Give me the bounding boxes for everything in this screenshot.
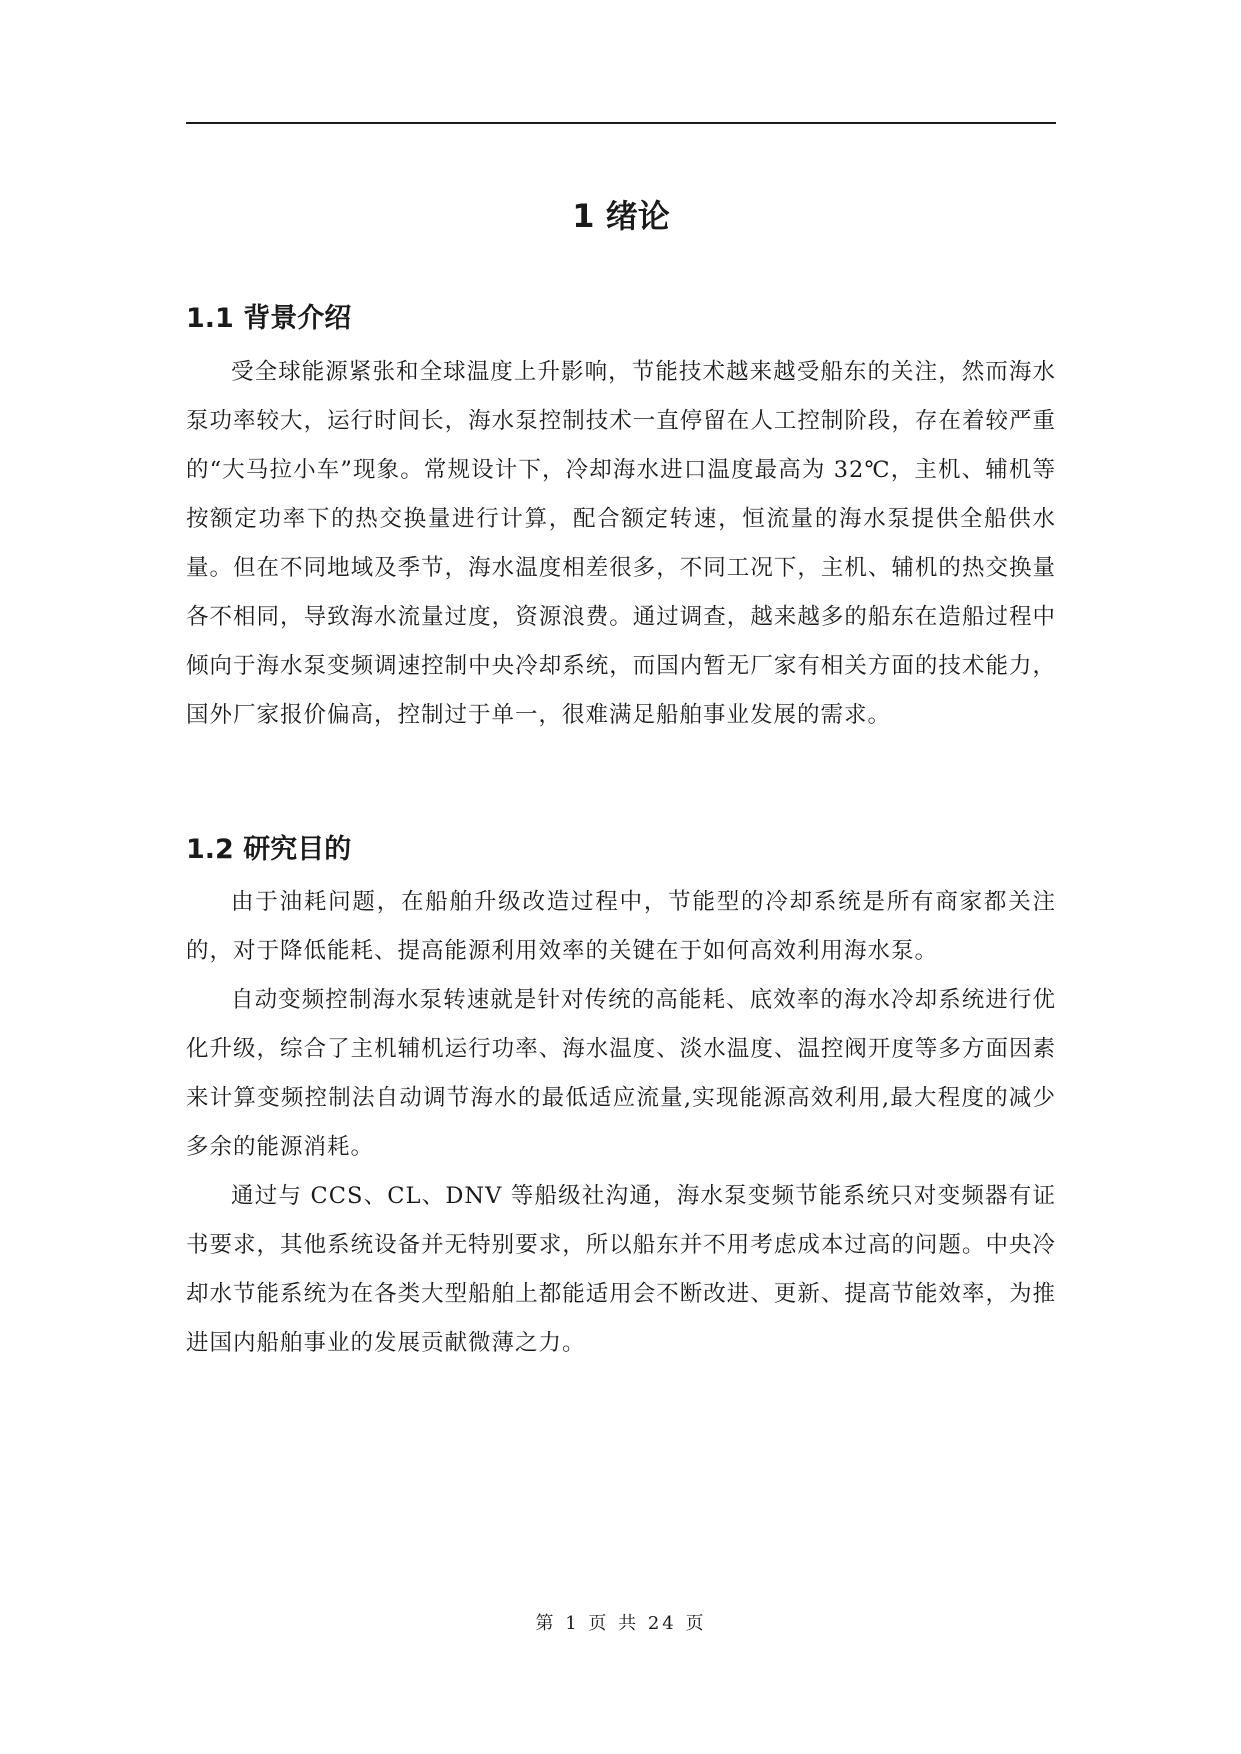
section-heading-purpose: 1.2 研究目的 (186, 834, 352, 865)
section-heading-background: 1.1 背景介绍 (186, 303, 352, 334)
paragraph-background: 受全球能源紧张和全球温度上升影响，节能技术越来越受船东的关注，然而海水泵功率较大，运行时间长，海水泵控制技术一直停留在人工控制阶段，存在着较严重的“大马拉小车”现象。常规设计下，冷却海水进口温度最高为 32℃，主机、辅机等按额定功率下的热交换量进行计算，配合额定转速，恒流量的海水泵提供全船供水量。但在不同地域及季节，海水温度相差很多，不同工况下，主机、辅机的热交换量各不相同，导致海水流量过度，资源浪费。通过调查，越来越多的船东在造船过程中倾向于海水泵变频调速控制中央冷却系统，而国内暂无厂家有相关方面的技术能力，国外厂家报价偏高，控制过于单一，很难满足船舶事业发展的需求。 (186, 359, 1056, 728)
page-number-footer: 第 1 页 共 24 页 (535, 1613, 707, 1634)
header-rule (186, 122, 1056, 124)
paragraph-purpose-3: 通过与 CCS、CL、DNV 等船级社沟通，海水泵变频节能系统只对变频器有证书要求，其他系统设备并无特别要求，所以船东并不用考虑成本过高的问题。中央冷却水节能系统为在各类大型船舶上都能适用会不断改进、更新、提高节能效率，为推进国内船舶事业的发展贡献微薄之力。 (186, 1183, 1056, 1356)
chapter-title: 1 绪论 (572, 197, 670, 235)
paragraph-purpose-2: 自动变频控制海水泵转速就是针对传统的高能耗、底效率的海水冷却系统进行优化升级，综合了主机辅机运行功率、海水温度、淡水温度、温控阀开度等多方面因素来计算变频控制法自动调节海水的最低适应流量,实现能源高效利用,最大程度的减少多余的能源消耗。 (186, 987, 1056, 1160)
paragraph-purpose-1: 由于油耗问题，在船舶升级改造过程中，节能型的冷却系统是所有商家都关注的，对于降低能耗、提高能源利用效率的关键在于如何高效利用海水泵。 (186, 889, 1056, 964)
